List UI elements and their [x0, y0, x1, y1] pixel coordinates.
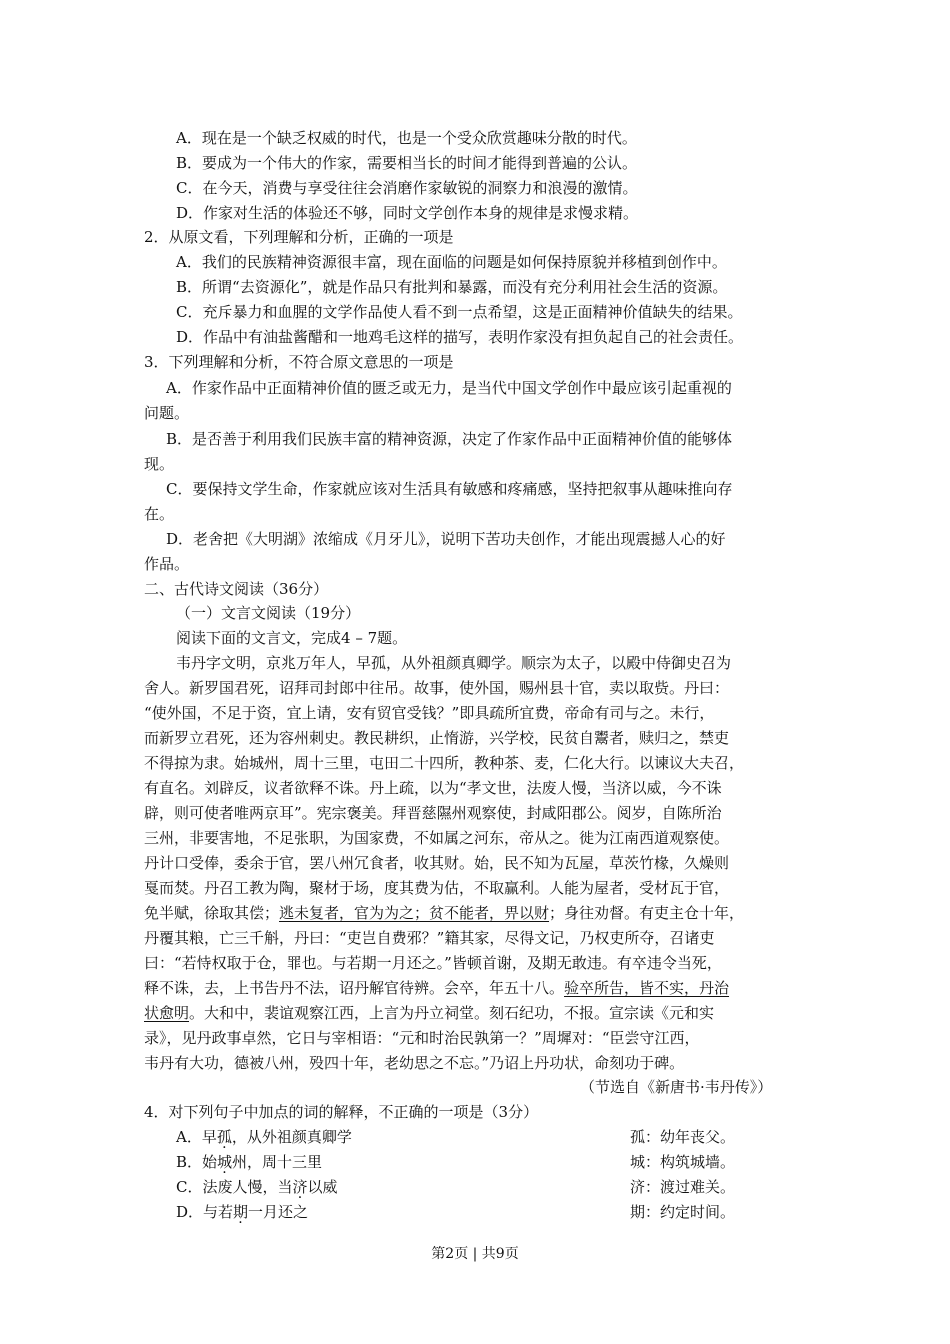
passage-text: 释不诛，去，上书告丹不法，诏丹解官待辨。会卒，年五十八。 — [144, 979, 565, 997]
dotted-word: 孤 — [216, 1128, 232, 1146]
q1-option-b: B．要成为一个伟大的作家，需要相当长的时间才能得到普遍的公认。 — [176, 154, 638, 172]
passage-line: 丹计口受俸，委余于官，罢八州冗食者，收其财。始，民不知为瓦屋，草茨竹椽，久燥则 — [144, 854, 730, 872]
q2-option-d: D．作品中有油盐酱醋和一地鸡毛这样的描写，表明作家没有担负起自己的社会责任。 — [176, 328, 744, 346]
passage-line: 舍人。新罗国君死，诏拜司封郎中往吊。故事，使外国，赐州县十官，卖以取赀。丹曰： — [144, 679, 730, 697]
q1-option-d: D．作家对生活的体验还不够，同时文学创作本身的规律是求慢求精。 — [176, 204, 639, 222]
q4-option-a — [176, 1125, 816, 1149]
passage-line: 韦丹有大功，德被八州，殁四十年，老幼思之不忘。”乃诏上丹功状，命刻功于碑。 — [144, 1054, 685, 1072]
page-number-footer: 第2页 | 共9页 — [431, 1246, 519, 1262]
q3-option-a: A．作家作品中正面精神价值的匮乏或无力，是当代中国文学创作中最应该引起重视的 — [166, 379, 732, 397]
underlined-sentence-1: 逃未复者，官为为之；贫不能者，畀以财 — [279, 904, 550, 922]
passage-line: 丹覆其粮，亡三千斛，丹曰：“吏岂自费邪？”籍其家，尽得文记，乃权吏所夺，召诸吏 — [144, 929, 715, 947]
passage-line: 录》，见丹政事卓然，它日与宰相语：“元和时治民孰第一？”周墀对：“臣尝守江西， — [144, 1029, 700, 1047]
passage-line — [144, 976, 729, 1000]
passage-line: 有直名。刘辟反，议者欲释不诛。丹上疏，以为“孝文世，法废人慢，当济以威，今不诛 — [144, 779, 722, 797]
q3-option-c-cont: 在。 — [144, 505, 175, 523]
passage-text: 免半赋，徐取其偿； — [144, 904, 280, 922]
q3-option-c: C．要保持文学生命，作家就应该对生活具有敏感和疼痛感，坚持把叙事从趣味推向存 — [166, 480, 733, 498]
dotted-word: 济 — [292, 1178, 308, 1196]
underlined-sentence-2-cont: 状愈明 — [144, 1004, 190, 1022]
passage-line: 戛而焚。丹召工教为陶，聚材于场，度其费为估，不取赢利。人能为屋者，受材瓦于官， — [144, 879, 730, 897]
q3-option-a-cont: 问题。 — [144, 404, 190, 422]
passage-line: 韦丹字文明，京兆万年人，早孤，从外祖颜真卿学。顺宗为太子，以殿中侍御史召为 — [176, 654, 732, 672]
option-text: A．早 — [176, 1128, 217, 1146]
q3-option-b-cont: 现。 — [144, 455, 175, 473]
option-text: 州，周十三里 — [232, 1153, 323, 1171]
option-text: D．与若 — [176, 1203, 234, 1221]
option-text: 一月还之 — [248, 1203, 309, 1221]
passage-line: 辟，则可使者唯两京耳”。宪宗褒美。拜晋慈隰州观察使，封咸阳郡公。阅岁，自陈所治 — [144, 804, 722, 822]
reading-instruction: 阅读下面的文言文，完成4 – 7题。 — [176, 629, 408, 647]
option-text: C．法废人慢，当 — [176, 1178, 293, 1196]
passage-source: （节选自《新唐书·韦丹传》） — [580, 1078, 773, 1096]
q1-option-c: C．在今天，消费与享受往往会消磨作家敏锐的洞察力和浪漫的激情。 — [176, 179, 638, 197]
q4-stem: 4．对下列句子中加点的词的解释，不正确的一项是（3分） — [144, 1103, 539, 1121]
q1-option-a: A．现在是一个缺乏权威的时代，也是一个受众欣赏趣味分散的时代。 — [176, 129, 637, 147]
q4-answer-b: 城：构筑城墙。 — [630, 1153, 736, 1171]
q2-option-c: C．充斥暴力和血腥的文学作品使人看不到一点希望，这是正面精神价值缺失的结果。 — [176, 303, 743, 321]
passage-text: 。大和中，裴谊观察江西，上言为丹立祠堂。刻石纪功，不报。宣宗读《元和实 — [189, 1004, 715, 1022]
dotted-word: 期 — [233, 1203, 249, 1221]
q3-option-b: B．是否善于利用我们民族丰富的精神资源，决定了作家作品中正面精神价值的能够体 — [166, 430, 733, 448]
q4-option-c — [176, 1175, 816, 1199]
passage-line — [144, 901, 744, 925]
q4-option-b — [176, 1150, 816, 1174]
q2-stem: 2．从原文看，下列理解和分析，正确的一项是 — [144, 228, 454, 246]
passage-line — [144, 1001, 714, 1025]
option-text: B．始 — [176, 1153, 218, 1171]
q2-option-a: A．我们的民族精神资源很丰富，现在面临的问题是如何保持原貌并移植到创作中。 — [176, 253, 727, 271]
passage-line: 不得掠为隶。始城州，周十三里，屯田二十四所，教种茶、麦，仁化大行。以谏议大夫召， — [144, 754, 745, 772]
q3-option-d-cont: 作品。 — [144, 555, 190, 573]
q4-option-d — [176, 1200, 816, 1224]
underlined-sentence-2: 验卒所告，皆不实，丹治 — [564, 979, 730, 997]
option-text: ，从外祖颜真卿学 — [231, 1128, 352, 1146]
option-text: 以威 — [307, 1178, 338, 1196]
q3-stem: 3．下列理解和分析，不符合原文意思的一项是 — [144, 353, 454, 371]
subsection-title: （一）文言文阅读（19分） — [176, 604, 361, 622]
q4-answer-d: 期：约定时间。 — [630, 1203, 736, 1221]
q4-answer-c: 济：渡过难关。 — [630, 1178, 736, 1196]
passage-line: “使外国，不足于资，宜上请，安有贸官受钱？”即具疏所宜费，帝命有司与之。未行， — [144, 704, 715, 722]
passage-line: 曰：“若恃权取于仓，罪也。与若期一月还之。”皆顿首谢，及期无敢违。有卒违令当死， — [144, 954, 722, 972]
passage-line: 三州，非要害地，不足张职，为国家费，不如属之河东，帝从之。徙为江南西道观察使。 — [144, 829, 730, 847]
q2-option-b: B．所谓“去资源化”，就是作品只有批判和暴露，而没有充分利用社会生活的资源。 — [176, 278, 728, 296]
dotted-word: 城 — [217, 1153, 233, 1171]
q3-option-d: D．老舍把《大明湖》浓缩成《月牙儿》，说明下苦功夫创作，才能出现震撼人心的好 — [166, 530, 726, 548]
section-title: 二、古代诗文阅读（36分） — [144, 580, 329, 598]
passage-text: ；身往劝督。有吏主仓十年， — [549, 904, 745, 922]
q4-answer-a: 孤：幼年丧父。 — [630, 1128, 736, 1146]
passage-line: 而新罗立君死，还为容州刺史。教民耕织，止惰游，兴学校，民贫自鬻者，赎归之，禁吏 — [144, 729, 730, 747]
